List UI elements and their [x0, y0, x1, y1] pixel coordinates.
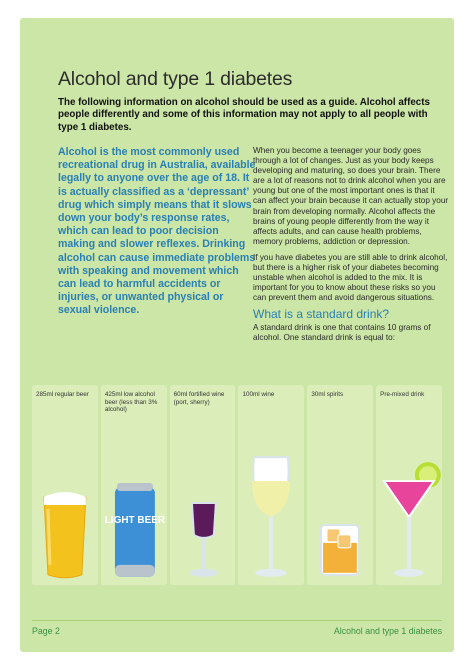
drink-card-premix [376, 385, 442, 585]
page-number: Page 2 [32, 626, 60, 636]
standard-drink-heading: What is a standard drink? [253, 307, 390, 322]
drink-label: 60ml fortified wine (port, sherry) [173, 391, 225, 406]
drink-card-beer [32, 385, 98, 585]
body-paragraph-1: When you become a teenager your body goes through a lot of changes. Just as your body keeps developing and maturing, so does your brain. There are a lot of reasons not to drink alcohol when you are young but one of the most important ones is that it can affect your brain because it can actually stop your brain from developing normally. Alcohol affects the brains of young people differently from the way it affects adults, and can cause health problems, memory problems, addiction or depression. [253, 146, 449, 246]
wine-glass-icon [238, 425, 304, 585]
drink-label: 425ml low alcohol beer (less than 3% alcohol) [104, 391, 158, 414]
drink-label: 100ml wine [242, 391, 275, 398]
page-footer [32, 620, 442, 639]
beer-glass-icon [32, 425, 98, 585]
cocktail-glass-icon [376, 425, 442, 585]
standard-drinks-row [32, 385, 442, 585]
spirits-glass-icon [307, 425, 373, 585]
drink-label: 285ml regular beer [36, 391, 89, 398]
drink-card-spirits [307, 385, 373, 585]
intro-text: The following information on alcohol should be used as a guide. Alcohol affects people differently and some of this information may not apply to all people with type 1 diabetes. [58, 97, 430, 133]
body-column [253, 146, 449, 349]
drink-label: 30ml spirits [311, 391, 344, 398]
port-glass-icon [170, 425, 236, 585]
drink-card-light-beer [101, 385, 167, 585]
body-paragraph-2: If you have diabetes you are still able to drink alcohol, but there is a higher risk of your diabetes becoming unstable when alcohol is added to the mix. It is important for you to know about these risks so you can prevent them and avoid dangerous situations. [253, 252, 448, 303]
page-title: Alcohol and type 1 diabetes [58, 68, 293, 90]
drink-card-port [170, 385, 236, 585]
page [20, 18, 454, 652]
body-paragraph-3: A standard drink is one that contains 10 grams of alcohol. One standard drink is equal to: [253, 322, 431, 342]
running-title: Alcohol and type 1 diabetes [333, 626, 442, 636]
drink-card-wine [238, 385, 304, 585]
drink-label: Pre-mixed drink [380, 391, 425, 398]
light-beer-can-icon [101, 425, 167, 585]
can-text: LIGHT BEER [104, 514, 165, 526]
callout-text: Alcohol is the most commonly used recreational drug in Australia, available legally to anyone over the age of 18. It is actually classified as a ‘depressant’ drug which simply means that it slows down your body’s response rates, which can lead to poor decision making and slower reflexes. Drinking alcohol can cause immediate problems with speaking and movement which can lead to harmful accidents or injuries, or unwanted physical or sexual violence. [58, 146, 256, 317]
